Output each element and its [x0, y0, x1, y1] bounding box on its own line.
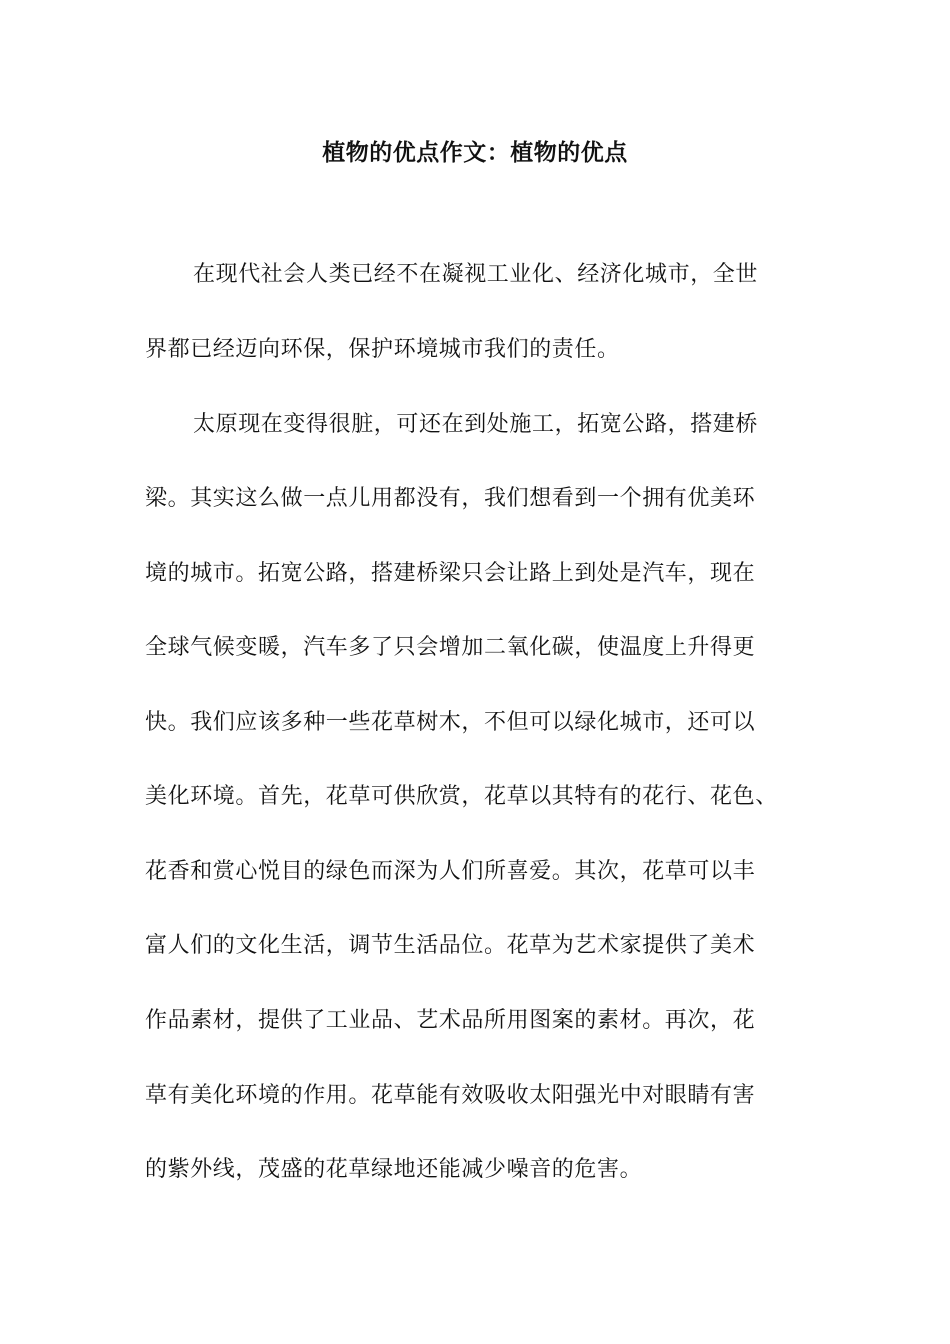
paragraph-2-line-11: 的紫外线，茂盛的花草绿地还能减少噪音的危害。 — [145, 1157, 643, 1182]
paragraph-2-line-1: 太原现在变得很脏，可还在到处施工，拓宽公路，搭建桥 — [193, 412, 759, 437]
paragraph-2-line-4: 全球气候变暖，汽车多了只会增加二氧化碳，使温度上升得更 — [145, 635, 756, 660]
paragraph-2-line-5: 快。我们应该多种一些花草树木，不但可以绿化城市，还可以 — [145, 710, 756, 735]
paragraph-2-line-8: 富人们的文化生活，调节生活品位。花草为艺术家提供了美术 — [145, 933, 756, 958]
paragraph-1-line-1: 在现代社会人类已经不在凝视工业化、经济化城市，全世 — [193, 262, 759, 287]
paragraph-2-line-7: 花香和赏心悦目的绿色而深为人们所喜爱。其次，花草可以丰 — [145, 859, 756, 884]
paragraph-1-line-2: 界都已经迈向环保，保护环境城市我们的责任。 — [145, 337, 620, 362]
paragraph-2-line-3: 境的城市。拓宽公路，搭建桥梁只会让路上到处是汽车，现在 — [145, 561, 756, 586]
paragraph-2-line-6: 美化环境。首先，花草可供欣赏，花草以其特有的花行、花色、 — [145, 784, 778, 809]
paragraph-2-line-9: 作品素材，提供了工业品、艺术品所用图案的素材。再次，花 — [145, 1008, 756, 1033]
document-title: 植物的优点作文：植物的优点 — [322, 139, 628, 166]
paragraph-2-line-10: 草有美化环境的作用。花草能有效吸收太阳强光中对眼睛有害 — [145, 1083, 756, 1108]
paragraph-2-line-2: 梁。其实这么做一点儿用都没有，我们想看到一个拥有优美环 — [145, 486, 756, 511]
